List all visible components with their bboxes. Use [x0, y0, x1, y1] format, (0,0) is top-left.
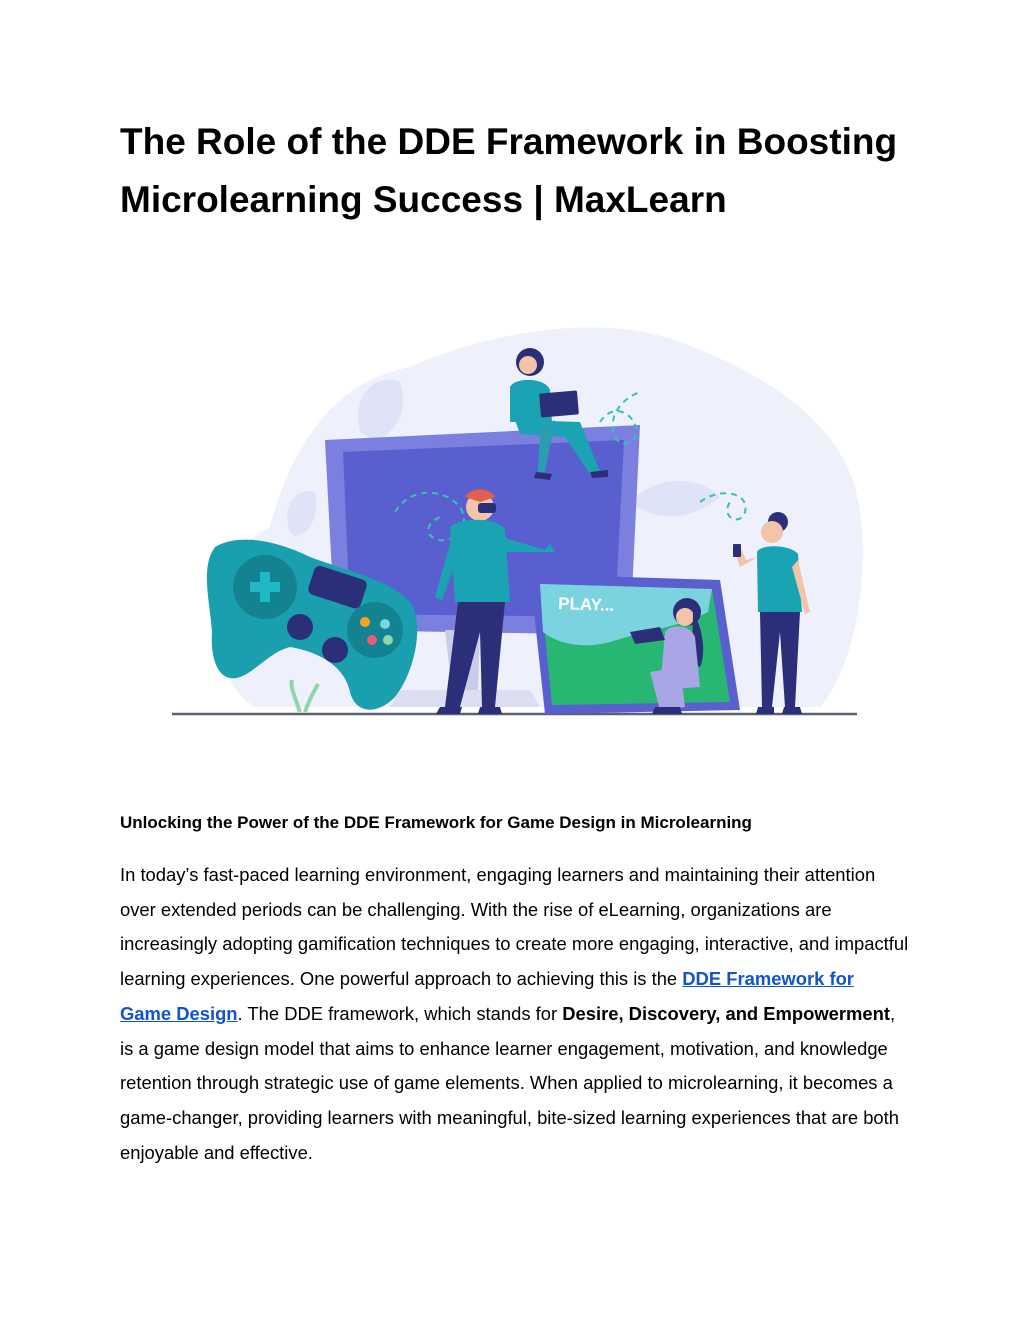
gaming-learning-illustration-icon [160, 312, 870, 722]
tablet-play-text: PLAY... [557, 594, 615, 615]
page-title: The Role of the DDE Framework in Boosting Microlearning Success | MaxLearn [120, 121, 898, 220]
paragraph-text: In today’s fast-paced learning environment, engaging learners and maintaining their attention over extended periods can be challenging. With the rise of eLearning, organizations are increasingly adopting gamification techniques to create more engaging, interactive, and impactful learning experiences. One powerful approach to achieving this is the [120, 864, 909, 990]
paragraph-text: . The DDE framework, which stands for [237, 1002, 563, 1024]
hero-illustration [160, 312, 870, 722]
section-heading: Unlocking the Power of the DDE Framework for Game Design in Microlearning [120, 813, 752, 832]
bold-term: Desire, Discovery, and Empowerment [562, 1002, 890, 1024]
dde-framework-link[interactable]: DDE Framework for Game Design [120, 968, 854, 1024]
paragraph-text: , is a game design model that aims to enhance learner engagement, motivation, and knowledge retention through strategic use of game elements. When applied to microlearning, it becomes a game-changer, providing learners with meaningful, bite-sized learning experiences that are both enjoyable and effective. [120, 1002, 899, 1163]
intro-paragraph [120, 858, 910, 1170]
